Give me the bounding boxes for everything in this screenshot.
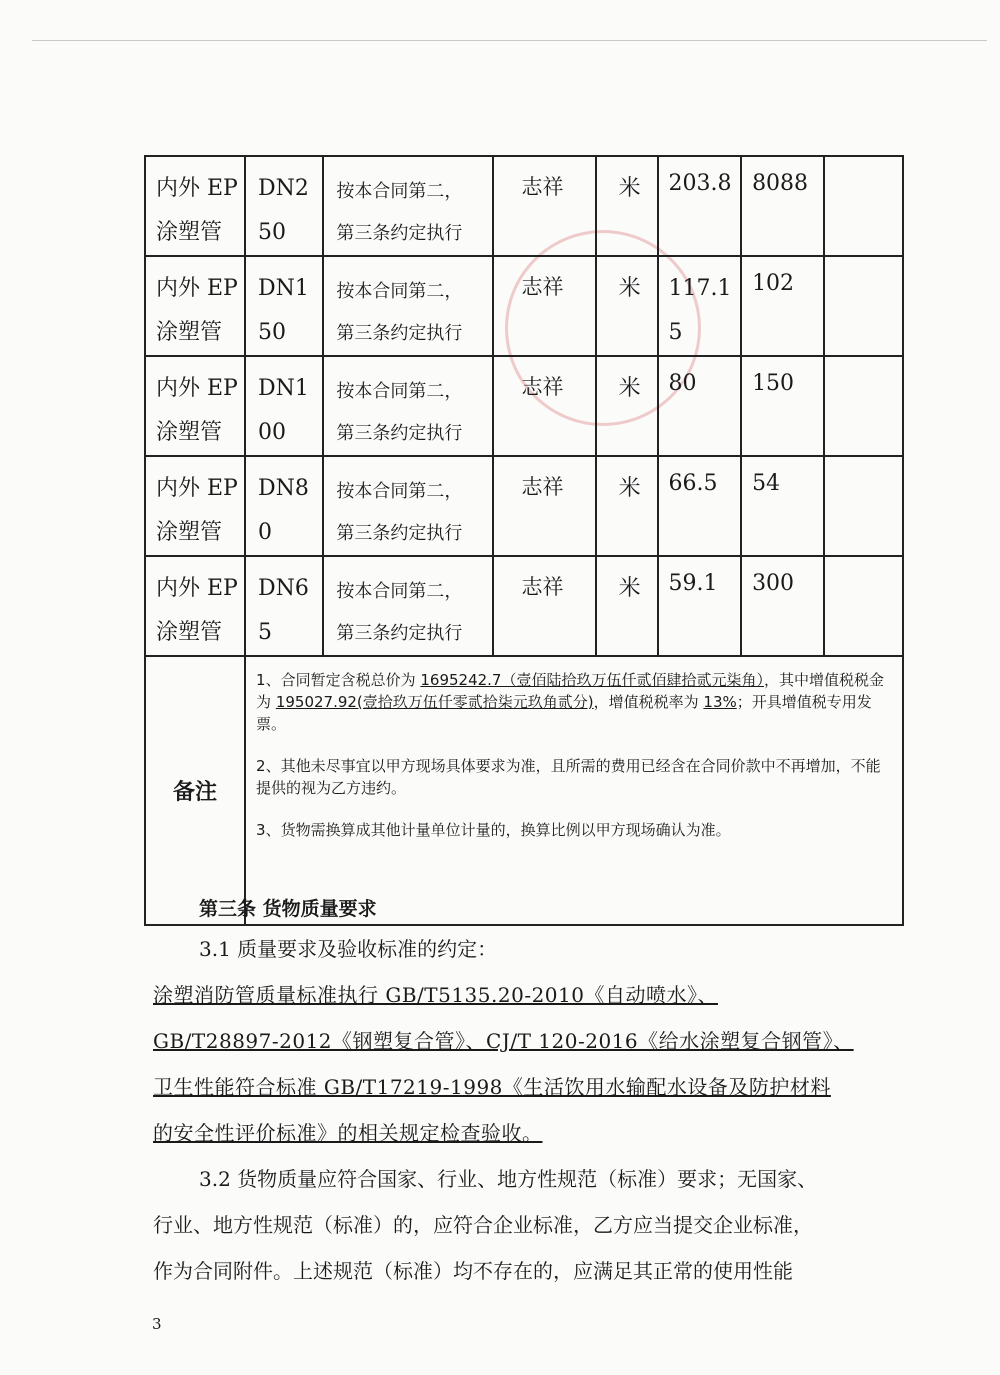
note-p1: 1、合同暂定含税总价为 1695242.7（壹佰陆拾玖万伍仟贰佰肆拾贰元柒角），其中增值税税金为 195027.92(壹拾玖万伍仟零贰拾柒元玖角贰分)，增值税税率为 13%；开具增值税专用发票。 (256, 671, 884, 733)
cell-description: 按本合同第二， 第三条约定执行 (323, 356, 492, 456)
cell-product-name: 内外 EP 涂塑管 (145, 556, 245, 656)
cell-unit: 米 (596, 256, 658, 356)
table-row (145, 556, 903, 656)
note-p2: 2、其他未尽事宜以甲方现场具体要求为准，且所需的费用已经含在合同价款中不再增加，不能提供的视为乙方违约。 (256, 757, 881, 797)
standard-line: 卫生性能符合标准 GB/T17219-1998《生活饮用水输配水设备及防护材料 (153, 1075, 831, 1099)
cell-spec: DN1 00 (245, 356, 323, 456)
table-row (145, 456, 903, 556)
cell-price: 102 (741, 256, 824, 356)
p32-line: 作为合同附件。上述规范（标准）均不存在的，应满足其正常的使用性能 (153, 1259, 793, 1283)
page-number: 3 (152, 1315, 162, 1333)
cell-product-name: 内外 EP 涂塑管 (145, 356, 245, 456)
cell-description: 按本合同第二， 第三条约定执行 (323, 256, 492, 356)
tax-amount: 195027.92(壹拾玖万伍仟零贰拾柒元玖角贰分) (275, 693, 594, 711)
note-body (245, 656, 903, 925)
table-row (145, 156, 903, 256)
cell-product-name: 内外 EP 涂塑管 (145, 256, 245, 356)
cell-brand: 志祥 (493, 256, 596, 356)
section-title: 第三条 货物质量要求 (199, 898, 377, 920)
cell-unit: 米 (596, 156, 658, 256)
table-row (145, 256, 903, 356)
cell-brand: 志祥 (493, 456, 596, 556)
cell-price: 54 (741, 456, 824, 556)
table-row (145, 356, 903, 456)
cell-spec: DN8 0 (245, 456, 323, 556)
p31-lines (153, 972, 878, 1156)
cell-empty (824, 356, 903, 456)
cell-description: 按本合同第二， 第三条约定执行 (323, 556, 492, 656)
cell-spec: DN6 5 (245, 556, 323, 656)
cell-unit: 米 (596, 456, 658, 556)
cell-spec: DN2 50 (245, 156, 323, 256)
total-price: 1695242.7（壹佰陆拾玖万伍仟贰佰肆拾贰元柒角） (420, 671, 764, 689)
standard-line: 涂塑消防管质量标准执行 GB/T5135.20-2010《自动喷水》、 (153, 983, 718, 1007)
p32-line: 3.2 货物质量应符合国家、行业、地方性规范（标准）要求；无国家、 (199, 1167, 818, 1191)
cell-unit: 米 (596, 556, 658, 656)
section-3 (153, 892, 878, 1294)
cell-quantity: 203.8 (658, 156, 742, 256)
cell-description: 按本合同第二， 第三条约定执行 (323, 456, 492, 556)
cell-price: 150 (741, 356, 824, 456)
p32-lines (153, 1156, 878, 1294)
cell-quantity: 117.1 5 (658, 256, 742, 356)
cell-empty (824, 556, 903, 656)
cell-product-name: 内外 EP 涂塑管 (145, 456, 245, 556)
cell-empty (824, 256, 903, 356)
cell-brand: 志祥 (493, 156, 596, 256)
cell-description: 按本合同第二， 第三条约定执行 (323, 156, 492, 256)
goods-table (144, 155, 904, 926)
note-row (145, 656, 903, 925)
note-p3: 3、货物需换算成其他计量单位计量的，换算比例以甲方现场确认为准。 (256, 821, 731, 839)
cell-unit: 米 (596, 356, 658, 456)
cell-quantity: 80 (658, 356, 742, 456)
cell-empty (824, 456, 903, 556)
cell-quantity: 59.1 (658, 556, 742, 656)
cell-price: 8088 (741, 156, 824, 256)
p31-title: 3.1 质量要求及验收标准的约定： (199, 937, 498, 961)
tax-rate: 13% (703, 693, 737, 711)
standard-line: GB/T28897-2012《钢塑复合管》、CJ/T 120-2016《给水涂塑复合钢管》、 (153, 1029, 854, 1053)
cell-quantity: 66.5 (658, 456, 742, 556)
cell-brand: 志祥 (493, 356, 596, 456)
note-label: 备注 (145, 656, 245, 925)
cell-price: 300 (741, 556, 824, 656)
cell-spec: DN1 50 (245, 256, 323, 356)
top-rule (32, 40, 987, 41)
cell-empty (824, 156, 903, 256)
standard-line: 的安全性评价标准》的相关规定检查验收。 (153, 1121, 543, 1145)
cell-product-name: 内外 EP 涂塑管 (145, 156, 245, 256)
p32-line: 行业、地方性规范（标准）的，应符合企业标准，乙方应当提交企业标准， (153, 1213, 813, 1237)
cell-brand: 志祥 (493, 556, 596, 656)
